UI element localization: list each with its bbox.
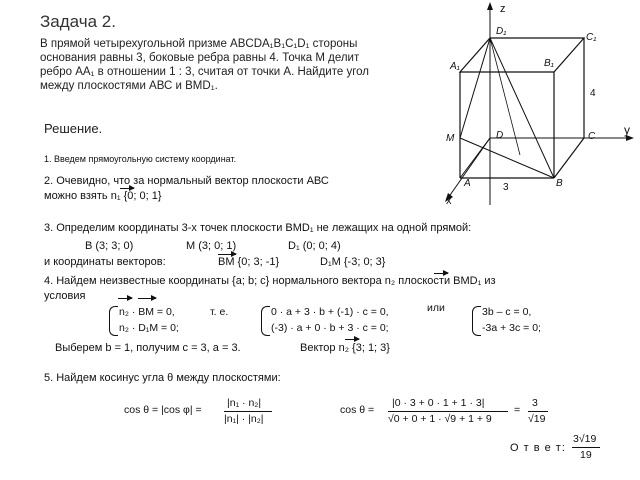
step-2-line-1: 2. Очевидно, что за нормальный вектор плоскости АВС <box>44 175 329 187</box>
point-M: M (3; 0; 1) <box>186 240 237 252</box>
system-1-eq-1: n₂ · BM = 0, <box>119 306 175 318</box>
step-3-line-1: 3. Определим координаты 3-х точек плоскости BMD₁ не лежащих на одной прямой: <box>44 222 472 234</box>
label-B1: B₁ <box>544 58 554 69</box>
system-brace-1 <box>109 306 118 336</box>
vector-arrow-n1 <box>120 188 134 189</box>
problem-line-2: основания равны 3, боковые ребра равны 4. Точка М делит <box>40 52 360 64</box>
edge-BC <box>554 138 584 178</box>
label-C1: C₁ <box>586 32 597 43</box>
z-axis-arrow <box>487 2 493 10</box>
cos-denominator-1: |n₁| · |n₂| <box>224 413 264 425</box>
segment-D1-inner <box>490 38 520 155</box>
vector-arrow-n2-sys <box>118 298 132 299</box>
choose-values: Выберем b = 1, получим c = 3, a = 3. <box>55 342 241 354</box>
cos-left: cos θ = |cos φ| = <box>124 404 202 416</box>
prism-figure <box>410 0 640 210</box>
step-5: 5. Найдем косинус угла θ между плоскостями: <box>44 372 281 384</box>
system-2-eq-1: 0 · a + 3 · b + (-1) · c = 0, <box>271 306 389 318</box>
step-1: 1. Введем прямоугольную систему координат. <box>44 154 237 164</box>
label-base: 3 <box>503 182 509 193</box>
problem-line-1: В прямой четырехугольной призме ABCDA₁B₁C₁D₁ стороны <box>40 38 358 50</box>
cos-numerator-3: 3 <box>532 397 538 409</box>
answer-label: О т в е т: <box>510 442 566 454</box>
step-4-line-1: 4. Найдем неизвестные координаты {a; b; c} нормального вектора n₂ плоскости BMD₁ из <box>44 275 496 287</box>
vector-BM: BM {0; 3; -1} <box>218 256 280 268</box>
label-A: A <box>464 178 471 189</box>
cos-equals: = <box>514 404 521 416</box>
step-2-line-2: можно взять n₁ {0; 0; 1} <box>44 190 162 202</box>
vector-arrow-BM <box>218 254 236 255</box>
cos-numerator-2: |0 · 3 + 0 · 1 + 1 · 3| <box>392 397 485 409</box>
point-B: B (3; 3; 0) <box>85 240 134 252</box>
label-C: C <box>588 131 596 142</box>
label-B: B <box>556 178 563 189</box>
label-z: z <box>500 3 506 15</box>
problem-line-4: между плоскостями АВС и BMD₁. <box>40 80 218 92</box>
fraction-line-2 <box>388 411 508 412</box>
vector-arrow-n2-result <box>345 339 359 340</box>
point-D1: D₁ (0; 0; 4) <box>288 240 341 252</box>
vector-D1M: D₁M {-3; 0; 3} <box>320 256 386 268</box>
fraction-line-3 <box>528 411 548 412</box>
answer-fraction-line <box>572 447 600 448</box>
system-2-eq-2: (-3) · a + 0 · b + 3 · c = 0; <box>271 322 389 334</box>
segment-MB <box>460 138 554 178</box>
step-4-line-2: условия <box>44 290 86 302</box>
vector-arrow-BM-sys <box>138 298 156 299</box>
system-3-eq-2: -3a + 3c = 0; <box>482 322 541 334</box>
label-D: D <box>496 130 504 141</box>
vectors-label: и координаты векторов: <box>44 256 166 268</box>
cos-mid: cos θ = <box>340 404 375 416</box>
cos-denominator-2: √0 + 0 + 1 · √9 + 1 + 9 <box>388 413 492 425</box>
vector-arrow-n2 <box>434 273 448 274</box>
label-M: M <box>446 133 455 144</box>
system-1-eq-2: n₂ · D₁M = 0; <box>119 322 179 334</box>
system-brace-3 <box>472 306 481 336</box>
fraction-line-1 <box>224 411 272 412</box>
problem-line-3: ребро АА₁ в отношении 1 : 3, считая от точки А. Найдите угол <box>40 66 370 78</box>
label-x: x <box>446 195 452 207</box>
system-3-eq-1: 3b – c = 0, <box>482 306 532 318</box>
label-y: y <box>624 123 630 137</box>
ie-label: т. е. <box>210 306 229 318</box>
cos-denominator-3: √19 <box>528 413 546 425</box>
system-brace-2 <box>261 306 270 336</box>
label-A1: A₁ <box>450 61 460 72</box>
label-D1: D₁ <box>496 26 507 37</box>
or-label: или <box>427 302 445 314</box>
cos-numerator-1: |n₁ · n₂| <box>227 397 262 409</box>
segment-D1M <box>460 38 490 138</box>
top-face <box>460 38 584 72</box>
label-height: 4 <box>590 88 596 99</box>
vector-n2-result: Вектор n₂ {3; 1; 3} <box>300 342 390 354</box>
answer-denominator: 19 <box>580 449 592 461</box>
solution-heading: Решение. <box>44 121 103 136</box>
answer-numerator: 3√19 <box>573 433 597 445</box>
problem-title: Задача 2. <box>40 12 116 31</box>
